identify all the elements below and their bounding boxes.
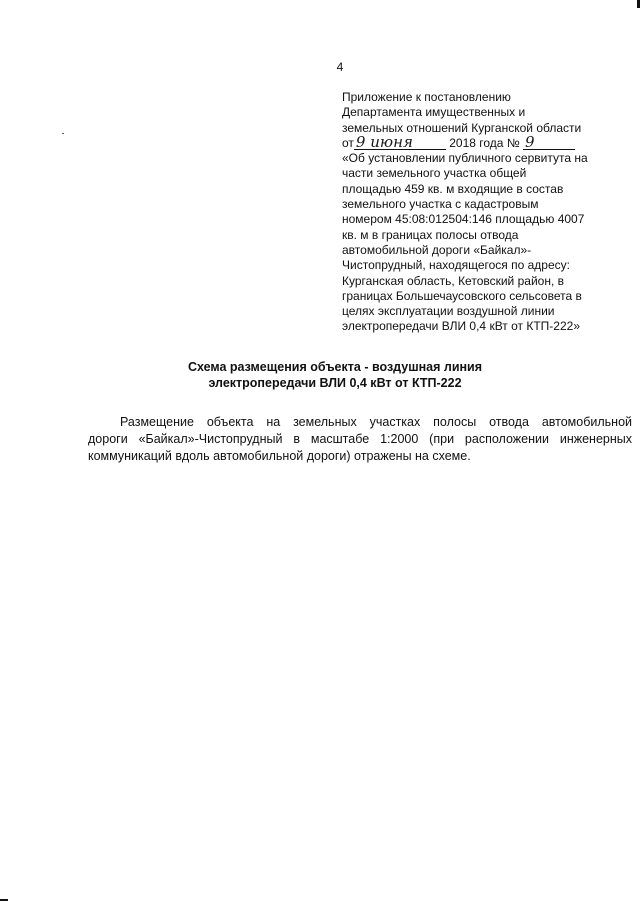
body-line-1: Размещение объекта на земельных участках полосы отвода автомобильной — [120, 415, 632, 429]
appendix-line: Чистопрудный, находящегося по адресу: — [342, 258, 570, 273]
document-heading — [160, 359, 510, 391]
body-paragraph — [88, 414, 632, 465]
page-number: 4 — [336, 60, 344, 74]
appendix-line: Приложение к постановлению — [342, 90, 511, 104]
appendix-line: «Об установлении публичного сервитута на — [342, 151, 588, 166]
appendix-line: Департамента имущественных и — [342, 105, 526, 120]
appendix-line: целях эксплуатации воздушной линии — [342, 304, 555, 319]
appendix-line: номером 45:08:012504:146 площадью 4007 — [342, 212, 585, 227]
appendix-line: кв. м в границах полосы отвода — [342, 227, 519, 242]
date-prefix: от — [342, 135, 354, 150]
body-line-3: коммуникаций вдоль автомобильной дороги) отражены на схеме. — [88, 449, 471, 463]
appendix-line: Курганская область, Кетовский район, в — [342, 273, 564, 288]
appendix-line: границах Большечаусовского сельсовета в — [342, 288, 582, 303]
scan-edge-mark — [0, 899, 8, 901]
appendix-line: электропередачи ВЛИ 0,4 кВт от КТП-222» — [342, 319, 581, 334]
appendix-line: земельного участка с кадастровым — [342, 197, 539, 212]
heading-line-2: электропередачи ВЛИ 0,4 кВт от КТП-222 — [208, 376, 462, 390]
appendix-line: земельных отношений Курганской области — [342, 120, 582, 135]
appendix-line: автомобильной дороги «Байкал»- — [342, 242, 532, 257]
year-text: 2018 года № — [449, 135, 520, 150]
handwritten-date: 9 июня — [354, 136, 446, 150]
appendix-date-line — [342, 132, 612, 151]
appendix-line: части земельного участка общей — [342, 166, 527, 181]
scan-speck — [62, 133, 64, 134]
heading-line-1: Схема размещения объекта - воздушная линия — [187, 360, 483, 374]
appendix-line: площадью 459 кв. м входящие в состав — [342, 181, 564, 196]
appendix-block — [342, 90, 612, 335]
body-line-2: дороги «Байкал»-Чистопрудный в масштабе 1:2000 (при расположении инженерных — [88, 432, 632, 446]
handwritten-number: 9 — [523, 136, 575, 150]
